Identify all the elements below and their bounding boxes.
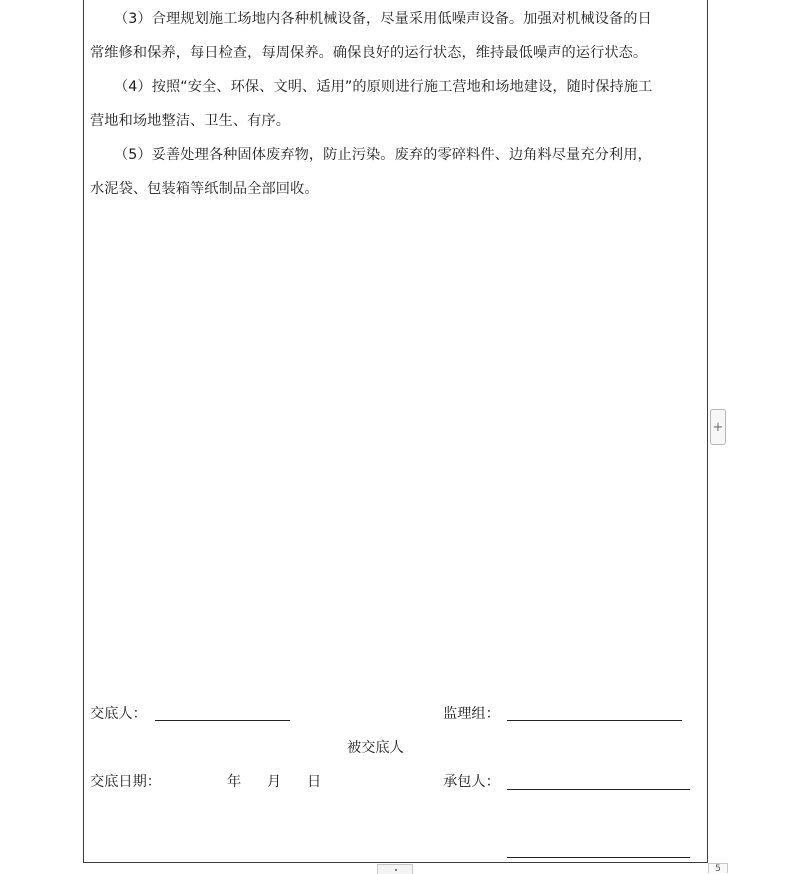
- page-indicator: 5: [708, 863, 728, 873]
- add-row-button[interactable]: [710, 409, 726, 445]
- recipient-label: 被交底人: [347, 740, 404, 756]
- horizontal-scrollbar-thumb[interactable]: [377, 864, 413, 874]
- contractor-label: 承包人：: [443, 774, 500, 790]
- contractor-signature-line: [507, 789, 690, 790]
- day-label: 日: [307, 774, 322, 790]
- paragraph-4: [90, 70, 702, 138]
- plus-icon: +: [712, 420, 724, 435]
- presenter-label: 交底人：: [90, 706, 147, 722]
- presenter-signature-line: [155, 720, 290, 721]
- extra-signature-line: [507, 857, 690, 858]
- paragraph-5: [90, 138, 702, 206]
- supervisor-label: 监理组：: [443, 706, 500, 722]
- paragraph-5-line-1: （5）妥善处理各种固体废弃物，防止污染。废弃的零碎料件、边角料尽量充分利用，: [114, 147, 652, 163]
- document-page: [83, 0, 708, 863]
- month-label: 月: [267, 774, 282, 790]
- paragraph-4-line-1: （4）按照“安全、环保、文明、适用”的原则进行施工营地和场地建设，随时保持施工: [114, 79, 653, 95]
- paragraph-3-line-2: 常维修和保养，每日检查，每周保养。确保良好的运行状态，维持最低噪声的运行状态。: [90, 45, 648, 61]
- paragraph-5-line-2: 水泥袋、包装箱等纸制品全部回收。: [90, 181, 319, 197]
- supervisor-signature-line: [507, 720, 682, 721]
- paragraph-4-line-2: 营地和场地整洁、卫生、有序。: [90, 113, 291, 129]
- scrollbar-grip-icon: [395, 869, 397, 871]
- paragraph-3-line-1: （3）合理规划施工场地内各种机械设备，尽量采用低噪声设备。加强对机械设备的日: [114, 11, 652, 27]
- paragraph-3: [90, 2, 702, 70]
- year-label: 年: [227, 774, 242, 790]
- date-label: 交底日期：: [90, 774, 161, 790]
